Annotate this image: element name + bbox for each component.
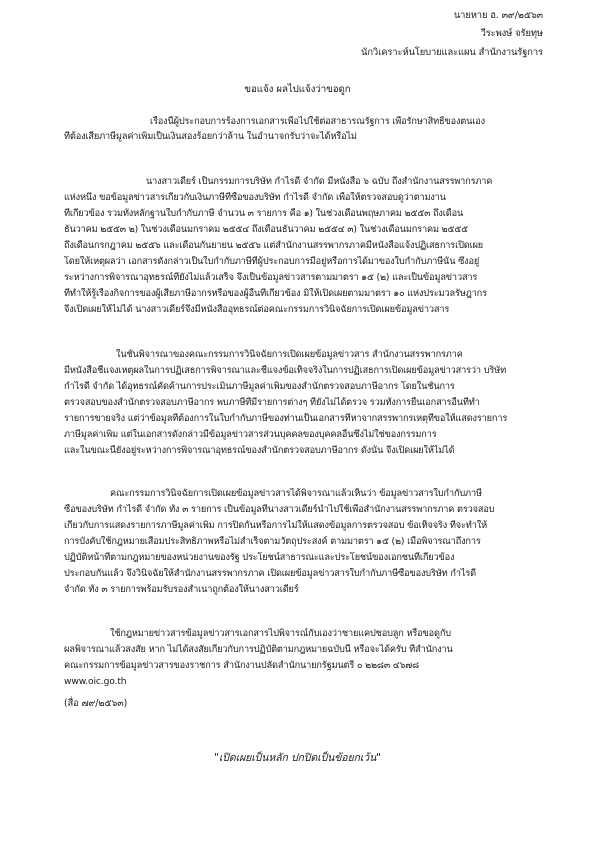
text-line: มีหนังสือชี้แจงเหตุผลในการปฏิเสธการพิจารณาและชี้แจงข้อเท็จจริงในการปฏิเสธการเปิดเผยข้อมูลข่าวสารว่า บริษัท [64,365,506,376]
text-line: ถึงเดือนกรกฎาคม ๒๕๕๖ และเดือนกันยายน ๒๕๕๖ แต่สำนักงานสรรพากรภาคมีหนังสือแจ้งปฏิเสธการเปิดเผย [64,240,484,251]
text-line: ที่ทำให้รู้เรื่องกิจการของผู้เสียภาษีอากรหรือของผู้อื่นที่เกี่ยวข้อง มิให้เปิดเผยตามมาตรา ๑๐ แห่งประมวลรัษฎากร [64,288,487,299]
text-line: นางสาวเดียร์ เป็นกรรมการบริษัท กำไรดี จำกัด มีหนังสือ ๖ ฉบับ ถึงสำนักงานสรรพากรภาค [146,176,493,187]
text-line: แห่งหนึ่ง ขอข้อมูลข่าวสารเกี่ยวกับเงินภาษีที่ซื้อของบริษัท กำไรดี จำกัด เพื่อให้ตรวจสอบดูว่าตามงาน [64,192,446,203]
author-name: วีระพงษ์ จรัยทุษ [480,28,543,39]
text-line: คณะกรรมการข้อมูลข่าวสารของราชการ สำนักงานปลัดสำนักนายกรัฐมนตรี ๐ ๒๒๘๓ ๔๖๗๘ [64,660,419,671]
slogan: "เปิดเผยเป็นหลัก ปกปิดเป็นข้อยกเว้น" [214,752,381,764]
text-line: ตรวจสอบของสำนักตรวจสอบภาษีอากร พบภาษีที่มีรายการต่างๆ ที่ยังไม่ได้ตรวจ รวมทั้งการยื่นเอกสารอื่นที่ทำ [64,397,480,408]
text-line: ที่เกี่ยวข้อง รวมทั้งหลักฐานใบกำกับภาษี จำนวน ๓ รายการ คือ ๑) ในช่วงเดือนพฤษภาคม ๒๕๕๓ ถึงเดือน [64,208,464,219]
text-line: โดยให้เหตุผลว่า เอกสารดังกล่าวเป็นใบกำกับภาษีที่ผู้ประกอบการมีอยู่หรือการได้มาของใบกำกับภาษีนั้น ซึ่งอยู่ [64,256,480,267]
text-line: กำไรดี จำกัด ได้อุทธรณ์คัดค้านการประเมินภาษีมูลค่าเพิ่มของสำนักตรวจสอบภาษีอากร โดยในชั้นการ [64,381,455,392]
text-line: และในขณะนี้ยังอยู่ระหว่างการพิจารณาอุทธรณ์ของสำนักตรวจสอบภาษีอากร ดังนั้น จึงเปิดเผยให้ไม่ได้ [64,445,455,456]
text-line: ธันวาคม ๒๕๕๓ ๒) ในช่วงเดือนมกราคม ๒๕๕๔ ถึงเดือนธันวาคม ๒๕๕๔ ๓) ในช่วงเดือนมกราคม ๒๕๕๕ [64,224,468,235]
text-line: ผลพิจารณาแล้วสงสัย หาก ไม่ได้สงสัยเกี่ยวกับการปฏิบัติตามกฎหมายฉบับนี้ หรือจะได้ครับ ที่สำนักงาน [64,644,453,655]
reference-number: นายหาย ฮ. ๓๙/๒๕๖๓ [453,10,543,21]
text-line: ปฏิบัติหน้าที่ตามกฎหมายของหน่วยงานของรัฐ ประโยชน์สาธารณะและประโยชน์ของเอกชนที่เกี่ยวข้อง [64,552,455,563]
text-line: จึงเปิดเผยให้ไม่ได้ นางสาวเดียร์จึงมีหนังสืออุทธรณ์ต่อคณะกรรมการวินิจฉัยการเปิดเผยข้อมูลข่าวสาร [64,304,450,315]
text-line: ใช้กฎหมายข่าวสารข้อมูลข่าวสารเอกสารไปพิจารณ์กับเองว่าชายแคปชอบลูก หรือขอดูกับ [110,628,451,639]
text-line: การบังคับใช้กฎหมายเสื่อมประสิทธิภาพหรือไม่สำเร็จตามวัตถุประสงค์ ตามมาตรา ๑๕ (๒) เมื่อพิจารณาถึงการ [64,536,481,547]
text-line: จำกัด ทั้ง ๓ รายการพร้อมรับรองสำเนาถูกต้องให้นางสาวเดียร์ [64,584,299,595]
text-line: ภาษีมูลค่าเพิ่ม แต่ในเอกสารดังกล่าวมีข้อมูลข่าวสารส่วนบุคคลของบุคคลอื่นซึ่งไม่ใช่ของกรรมการ [64,429,437,440]
website-link[interactable]: www.oic.go.th [64,676,127,687]
text-line: ระหว่างการพิจารณาอุทธรณ์ที่ยังไม่แล้วเสร็จ จึงเป็นข้อมูลข่าวสารตามมาตรา ๑๕ (๒) และเป็นข้อมูลข่าวสาร [64,272,478,283]
footnote-reference: (สื่อ ๗๙/๒๕๖๓) [64,698,128,709]
author-position: นักวิเคราะห์นโยบายและแผน สำนักงานรัฐการ [361,47,543,58]
text-line: ในชั้นพิจารณาของคณะกรรมการวินิจฉัยการเปิดเผยข้อมูลข่าวสาร สำนักงานสรรพากรภาค [116,349,463,360]
text-line: รายการขายจริง แต่ว่าข้อมูลที่ต้องการในใบกำกับภาษีของท่านเป็นเอกสารที่หาจากสรรพากรเหตุที่ขอให้แสดงรายการ [64,413,508,424]
text-line: เรื่องนี้ผู้ประกอบการร้องการเอกสารเพื่อไปใช้ต่อสาธารณรัฐการ เพื่อรักษาสิทธิ์ของตนเอง [150,116,485,127]
text-line: เกี่ยวกับการแสดงรายการภาษีมูลค่าเพิ่ม การปิดกั้นหรือการไม่ให้แสดงข้อมูลการตรวจสอบ ข้อเท็จจริง ที่จะทำให้ [64,520,488,531]
text-line: ที่ต้องเสียภาษีมูลค่าเพิ่มเป็นเงินสองร้อยกว่าล้าน ในอำนาจกรับว่าจะได้หรือไม่ [64,131,357,142]
text-line: ซื้อของบริษัท กำไรดี จำกัด ทั้ง ๓ รายการ เป็นข้อมูลที่นางสาวเดียร์นำไปใช้เพื่อสำนักงานสรรพากรภาค ตรวจสอบ [64,504,495,515]
text-line: ประกอบกันแล้ว จึงวินิจฉัยให้สำนักงานสรรพากรภาค เปิดเผยข้อมูลข่าวสารใบกำกับภาษีซื้อของบริษัท กำไรดี [64,568,476,579]
document-title: ขอแจ้ง ผลไปแจ้งว่าขอดูก [244,84,351,95]
text-line: คณะกรรมการวินิจฉัยการเปิดเผยข้อมูลข่าวสารได้พิจารณาแล้วเห็นว่า ข้อมูลข่าวสารใบกำกับภาษี [110,488,482,499]
